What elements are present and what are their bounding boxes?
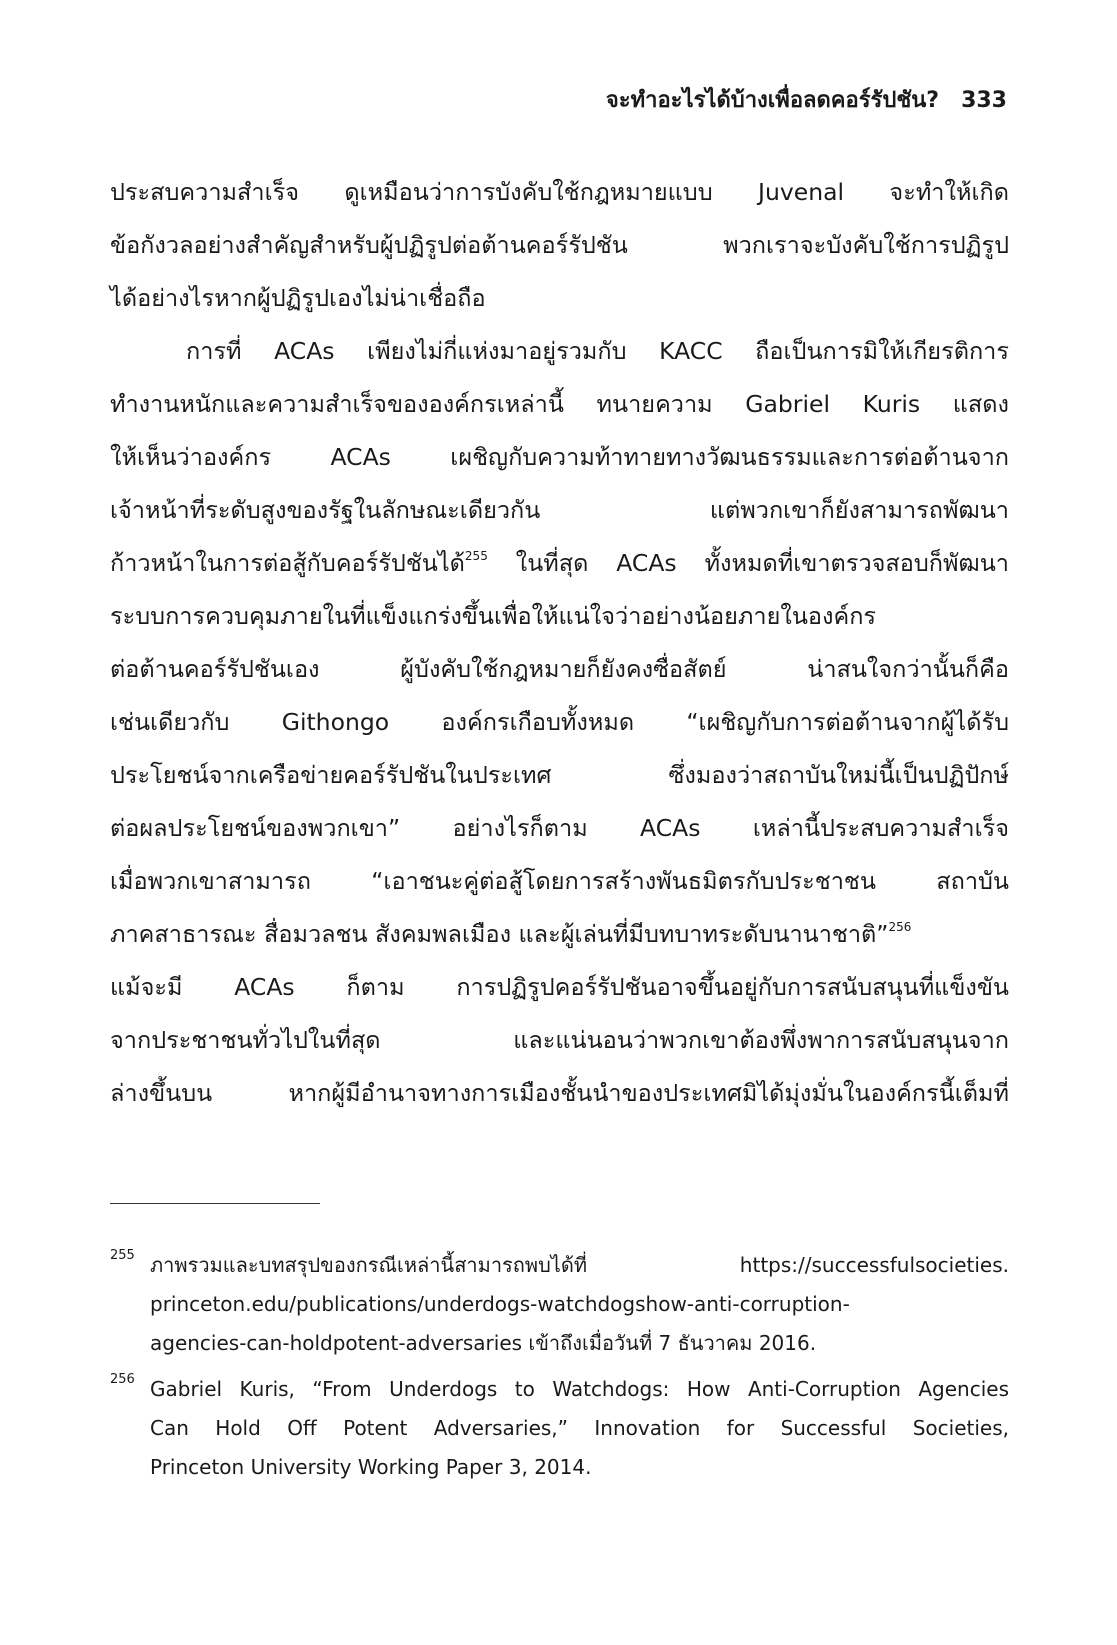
body-line: ประโยชน์จากเครือข่ายคอร์รัปชันในประเทศ ซึ่งมองว่าสถาบันใหม่นี้เป็นปฏิปักษ์ [110,761,1009,789]
running-header [606,82,1007,117]
footnote-ref-256: 256 [888,920,912,934]
body-line: จากประชาชนทั่วไปในที่สุด และแน่นอนว่าพวกเขาต้องพึ่งพาการสนับสนุนจาก [110,1026,1009,1054]
paragraph-start-line: การที่ ACAs เพียงไม่กี่แห่งมาอยู่รวมกับ KACC ถือเป็นการมิให้เกียรติการ [186,337,1009,365]
body-line: ล่างขึ้นบน หากผู้มีอำนาจทางการเมืองชั้นนำของประเทศมิได้มุ่งมั่นในองค์กรนี้เต็มที่ [110,1079,1009,1107]
footnote-line: princeton.edu/publications/underdogs-watchdogshow-anti-corruption- [150,1292,850,1316]
footnote-255 [110,1246,1009,1363]
body-line: ให้เห็นว่าองค์กร ACAs เผชิญกับความท้าทายทางวัฒนธรรมและการต่อต้านจาก [110,443,1009,471]
footnote-line: agencies-can-holdpotent-adversaries เข้าถึงเมื่อวันที่ 7 ธันวาคม 2016. [150,1331,817,1355]
body-line-part: ก้าวหน้าในการต่อสู้กับคอร์รัปชันได้ [110,549,465,577]
body-line: ประสบความสำเร็จ ดูเหมือนว่าการบังคับใช้กฎหมายแบบ Juvenal จะทำให้เกิด [110,178,1009,206]
body-line [110,908,1009,961]
body-line: ต่อต้านคอร์รัปชันเอง ผู้บังคับใช้กฎหมายก็ยังคงซื่อสัตย์ น่าสนใจกว่านั้นก็คือ [110,655,1009,683]
footnote-line: Can Hold Off Potent Adversaries,” Innovation for Successful Societies, [150,1416,1009,1440]
footnote-number: 255 [110,1248,135,1263]
body-line: แม้จะมี ACAs ก็ตาม การปฏิรูปคอร์รัปชันอาจขึ้นอยู่กับการสนับสนุนที่แข็งขัน [110,973,1009,1001]
footnote-line: ภาพรวมและบทสรุปของกรณีเหล่านี้สามารถพบได้ที่ https://successfulsocieties. [150,1253,1009,1277]
footnote-number: 256 [110,1372,135,1387]
body-line [110,537,1009,590]
body-line-part: ในที่สุด ACAs ทั้งหมดที่เขาตรวจสอบก็พัฒนา [515,549,1009,577]
footnote-256 [110,1370,1009,1487]
body-line: ระบบการควบคุมภายในที่แข็งแกร่งขึ้นเพื่อให้แน่ใจว่าอย่างน้อยภายในองค์กร [110,602,877,630]
chapter-title: จะทำอะไรได้บ้างเพื่อลดคอร์รัปชัน? [605,88,940,113]
body-line: ทำงานหนักและความสำเร็จขององค์กรเหล่านี้ ทนายความ Gabriel Kuris แสดง [110,390,1009,418]
body-line-part: ภาคสาธารณะ สื่อมวลชน สังคมพลเมือง และผู้เล่นที่มีบทบาทระดับนานาชาติ” [110,920,889,948]
body-line: ได้อย่างไรหากผู้ปฏิรูปเองไม่น่าเชื่อถือ [110,284,486,312]
footnote-line: Gabriel Kuris, “From Underdogs to Watchdogs: How Anti-Corruption Agencies [150,1377,1009,1401]
footnote-ref-255: 255 [464,549,488,563]
body-line: เมื่อพวกเขาสามารถ “เอาชนะคู่ต่อสู้โดยการสร้างพันธมิตรกับประชาชน สถาบัน [110,867,1009,895]
body-line: ต่อผลประโยชน์ของพวกเขา” อย่างไรก็ตาม ACAs เหล่านี้ประสบความสำเร็จ [110,814,1009,842]
body-line: ข้อกังวลอย่างสำคัญสำหรับผู้ปฏิรูปต่อต้านคอร์รัปชัน พวกเราจะบังคับใช้การปฏิรูป [110,231,1009,259]
body-line: เจ้าหน้าที่ระดับสูงของรัฐในลักษณะเดียวกัน แต่พวกเขาก็ยังสามารถพัฒนา [110,496,1009,524]
body-line: เช่นเดียวกับ Githongo องค์กรเกือบทั้งหมด “เผชิญกับการต่อต้านจากผู้ได้รับ [110,708,1009,736]
footnote-line: Princeton University Working Paper 3, 2014. [150,1455,592,1479]
page-number: 333 [961,88,1007,113]
body-text [110,166,1009,1120]
footnote-divider [110,1203,320,1204]
